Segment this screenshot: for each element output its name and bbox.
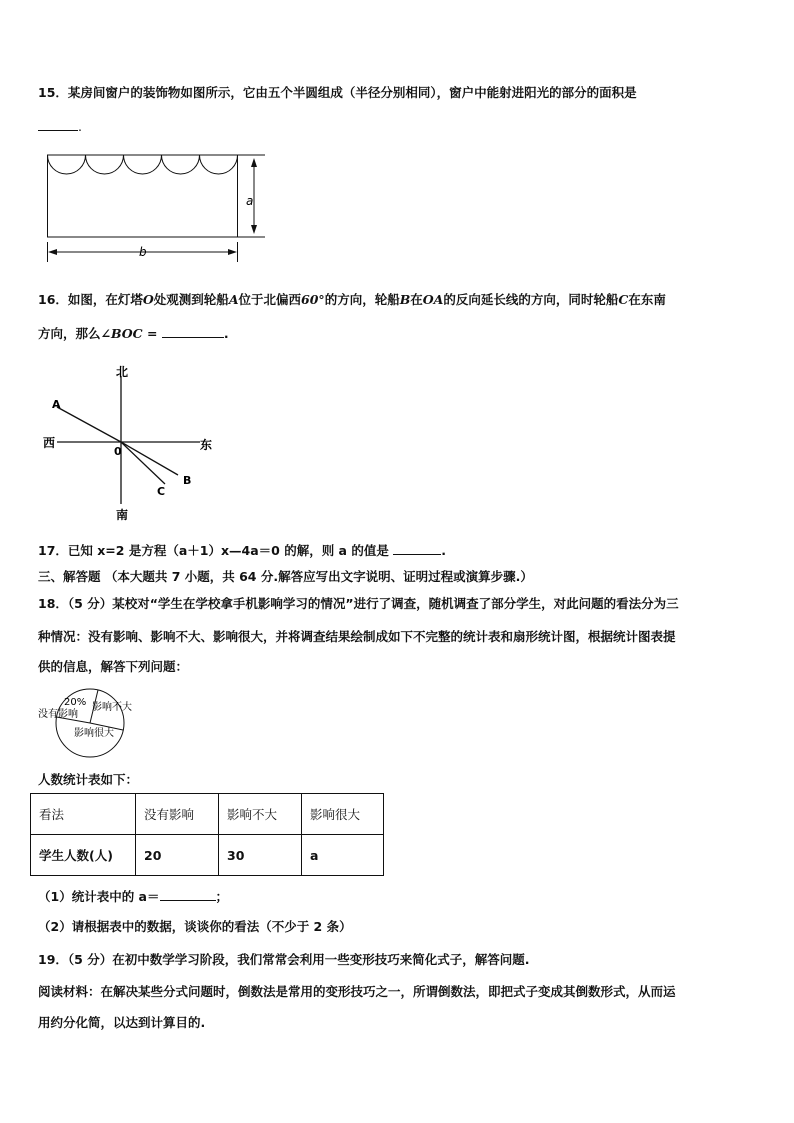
label-b: b bbox=[139, 245, 147, 259]
q18-part-2: （2）请根据表中的数据，谈谈你的看法（不少于 2 条） bbox=[38, 919, 352, 934]
table-cell: 影响很大 bbox=[302, 794, 384, 835]
q18-line-1: 18．（5 分）某校对“学生在学校拿手机影响学习的情况”进行了调查，随机调查了部分学生，对此问题的看法分为三 bbox=[38, 596, 679, 611]
q19-line-1: 19．（5 分）在初中数学学习阶段，我们常常会利用一些变形技巧来简化式子，解答问题. bbox=[38, 952, 530, 967]
table-row bbox=[31, 794, 384, 835]
q18-part-1: （1）统计表中的 a＝ ； bbox=[38, 889, 229, 904]
section-heading: 三、解答题 （本大题共 7 小题，共 64 分.解答应写出文字说明、证明过程或演算步骤.） bbox=[38, 569, 533, 584]
west-label: 西 bbox=[43, 436, 56, 450]
pie-chart-figure bbox=[34, 680, 144, 770]
q16-line-2: 方向，那么∠BOC = . bbox=[38, 326, 229, 341]
statistics-table bbox=[30, 793, 384, 876]
table-cell: 30 bbox=[219, 835, 302, 876]
point-O-label: 0 bbox=[114, 445, 122, 458]
q18-answer-blank[interactable] bbox=[160, 888, 216, 901]
table-row bbox=[31, 835, 384, 876]
pie-label-none: 没有影响 bbox=[38, 709, 78, 720]
table-cell: 影响不大 bbox=[219, 794, 302, 835]
q15-answer-blank[interactable] bbox=[38, 118, 78, 131]
window-frame bbox=[48, 155, 238, 237]
q16-line-1: 16．如图，在灯塔O处观测到轮船A位于北偏西60°的方向，轮船B在OA的反向延长线的方向，同时轮船C在东南 bbox=[38, 292, 666, 307]
q17-answer-blank[interactable] bbox=[393, 542, 441, 555]
q16-answer-blank[interactable] bbox=[162, 325, 224, 338]
compass-figure bbox=[40, 362, 230, 522]
window-figure bbox=[40, 150, 280, 270]
east-label: 东 bbox=[200, 438, 213, 452]
south-label: 南 bbox=[116, 508, 129, 522]
label-a: a bbox=[246, 194, 254, 208]
point-A-label: A bbox=[52, 398, 61, 411]
q19-line-3: 用约分化简，以达到计算目的. bbox=[38, 1015, 206, 1030]
pie-label-small: 影响不大 bbox=[92, 702, 132, 713]
ray-OA bbox=[57, 407, 121, 442]
table-cell: 20 bbox=[136, 835, 219, 876]
pie-label-pct: 20% bbox=[64, 697, 87, 708]
point-B-label: B bbox=[183, 474, 192, 487]
table-caption: 人数统计表如下： bbox=[38, 772, 139, 787]
q15-answer-line: . bbox=[38, 118, 82, 134]
table-cell: 学生人数(人) bbox=[31, 835, 136, 876]
table-cell: a bbox=[302, 835, 384, 876]
table-cell: 看法 bbox=[31, 794, 136, 835]
q18-line-3: 供的信息，解答下列问题： bbox=[38, 659, 189, 674]
q18-line-2: 种情况：没有影响、影响不大、影响很大，并将调查结果绘制成如下不完整的统计表和扇形统计图，根据统计图表提 bbox=[38, 629, 676, 644]
semicircles bbox=[48, 155, 238, 174]
q15-text: 15．某房间窗户的装饰物如图所示，它由五个半圆组成（半径分别相同），窗户中能射进阳光的部分的面积是 bbox=[38, 85, 637, 100]
table-cell: 没有影响 bbox=[136, 794, 219, 835]
north-label: 北 bbox=[116, 365, 129, 379]
q17-text: 17．已知 x=2 是方程（a＋1）x—4a＝0 的解，则 a 的值是 . bbox=[38, 543, 446, 558]
point-C-label: C bbox=[157, 485, 166, 498]
q19-line-2: 阅读材料：在解决某些分式问题时，倒数法是常用的变形技巧之一，所谓倒数法，即把式子变成其倒数形式，从而运 bbox=[38, 984, 676, 999]
pie-label-big: 影响很大 bbox=[74, 728, 114, 739]
